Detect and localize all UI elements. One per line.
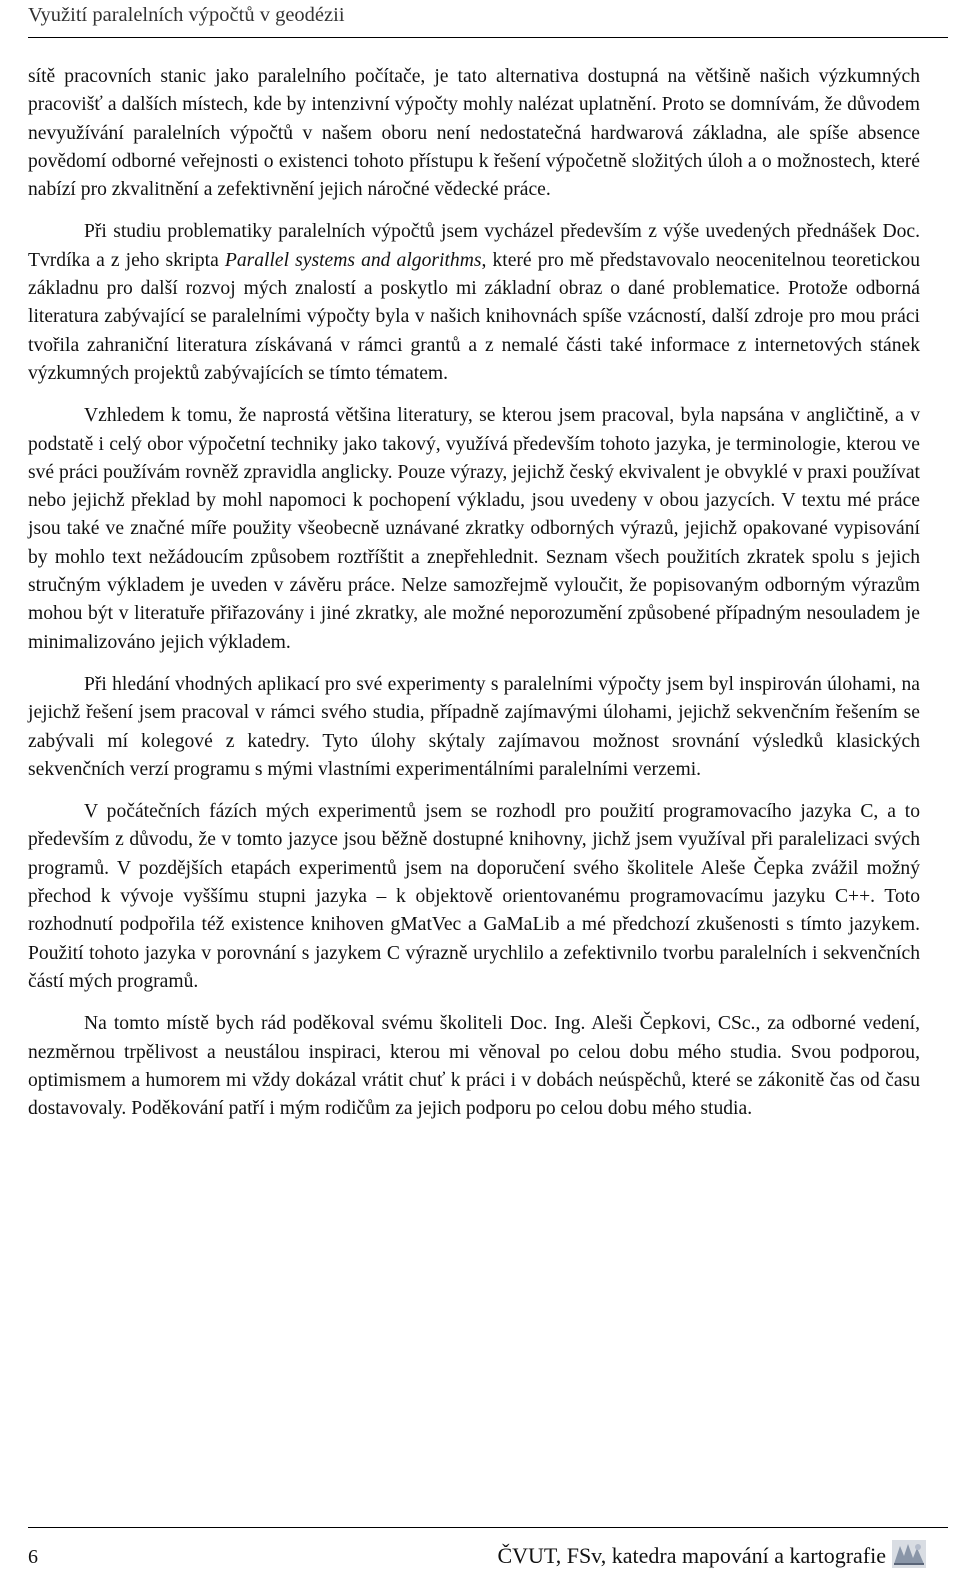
page-footer bbox=[28, 1527, 948, 1585]
paragraph-acknowledgement: Na tomto místě bych rád poděkoval svému školiteli Doc. Ing. Aleši Čepkovi, CSc., za odborné vedení, nezměrnou trpělivost a neustálou inspiraci, kterou mi věnoval po celou dobu mého studia. Svou podporou, optimismem a humorem mi vždy dokázal vrátit chuť k práci i v dobách neúspěchů, které se zákonitě čas od času dostavovaly. Poděkování patří i mým rodičům za jejich podporu po celou dobu mého studia. bbox=[28, 1013, 920, 1120]
paragraph-applications: Při hledání vhodných aplikací pro své experimenty s paralelními výpočty jsem byl inspirován úlohami, na jejichž řešení jsem pracoval v rámci svého studia, případně zajímavými úlohami, jejichž sekvenčním řešením se zabývali mí kolegové z katedry. Tyto úlohy skýtaly zajímavou možnost srovnání výsledků klasických sekvenčních verzí programu s mými vlastními experimentálními paralelními verzemi. bbox=[28, 673, 920, 780]
paragraph-terminology: Vzhledem k tomu, že naprostá většina literatury, se kterou jsem pracoval, byla napsána v angličtině, a v podstatě i celý obor výpočetní techniky jako takový, využívá především tohoto jazyka, je terminologie, kterou ve své práci používám rovněž zpravidla anglicky. Pouze výrazy, jejichž český ekvivalent je obvyklé v praxi používat nebo jejichž překlad by mohl napomoci k pochopení výkladu, jsou uvedeny v obou jazycích. V textu mé práce jsou také ve značné míře použity všeobecně uznávané zkratky odborných výrazů, jejichž opakované vypisování by mohlo text nežádoucím způsobem roztříštit a znepřehlednit. Seznam všech použitích zkratek spolu s jejich stručným výkladem je uveden v závěru práce. Nelze samozřejmě vyloučit, že popisovaným odborným výrazům mohou být v literatuře přiřazovány i jiné zkratky, ale možné neporozumění způsobené případným nesouladem je minimalizováno jejich výkladem. bbox=[28, 405, 920, 653]
footer-institution: ČVUT, FSv, katedra mapování a kartografie bbox=[497, 1543, 886, 1568]
department-logo-icon bbox=[892, 1540, 926, 1568]
page-header bbox=[28, 0, 948, 38]
page-number: 6 bbox=[28, 1546, 38, 1568]
paragraph-programming-language: V počátečních fázích mých experimentů jsem se rozhodl pro použití programovacího jazyka C, a to především z důvodu, že v tomto jazyce jsou běžně dostupné knihovny, jichž jsem využíval při paralelizaci svých programů. V pozdějších etapách experimentů jsem na doporučení svého školitele Aleše Čepka zvážil možný přechod k vývoje vyššímu stupni jazyka – k objektově orientovanému programovacímu jazyku C++. Toto rozhodnutí podpořila též existence knihoven gMatVec a GaMaLib a mé předchozí zkušenosti s tímto jazykem. Použití tohoto jazyka v porovnání s jazykem C výrazně urychlilo a zefektivnilo tvorbu paralelních i sekvenčních částí mých programů. bbox=[28, 801, 920, 992]
paragraph-literature-part-b: , které pro mě představovalo neocenitelnou teoretickou základnu pro další rozvoj mých znalostí a poskytlo mi základní obraz o dané problematice. Protože odborná literatura zabývající se paralelními výpočty byla v našich knihovnách spíše vzácností, další zdroje pro mou práci tvořila zahraniční literatura získávaná v rámci grantů a z nemalé části také informace z internetových stánek výzkumných projektů zabývajících se tímto tématem. bbox=[28, 249, 920, 384]
paragraph-literature-part-a: Při studiu problematiky paralelních výpočtů jsem vycházel především z výše uvedených přednášek Doc. Tvrdíka a z jeho skripta bbox=[28, 221, 920, 271]
running-header-title: Využití paralelních výpočtů v geodézii bbox=[28, 4, 345, 26]
paragraph-literature bbox=[28, 218, 920, 388]
book-title: Parallel systems and algorithms bbox=[224, 249, 482, 271]
document-body bbox=[28, 63, 920, 1137]
paragraph-continuation: sítě pracovních stanic jako paralelního počítače, je tato alternativa dostupná na většině našich výzkumných pracovišť a dalších místech, kde by intenzivní výpočty mohly nalézat uplatnění. Proto se domnívám, že důvodem nevyužívání paralelních výpočtů v našem oboru není nedostatečná hardwarová základna, ale spíše absence povědomí odborné veřejnosti o existenci tohoto přístupu k řešení výpočetně složitých úloh a o možnostech, které nabízí pro zkvalitnění a zefektivnění jejich náročné vědecké práce. bbox=[28, 66, 920, 201]
